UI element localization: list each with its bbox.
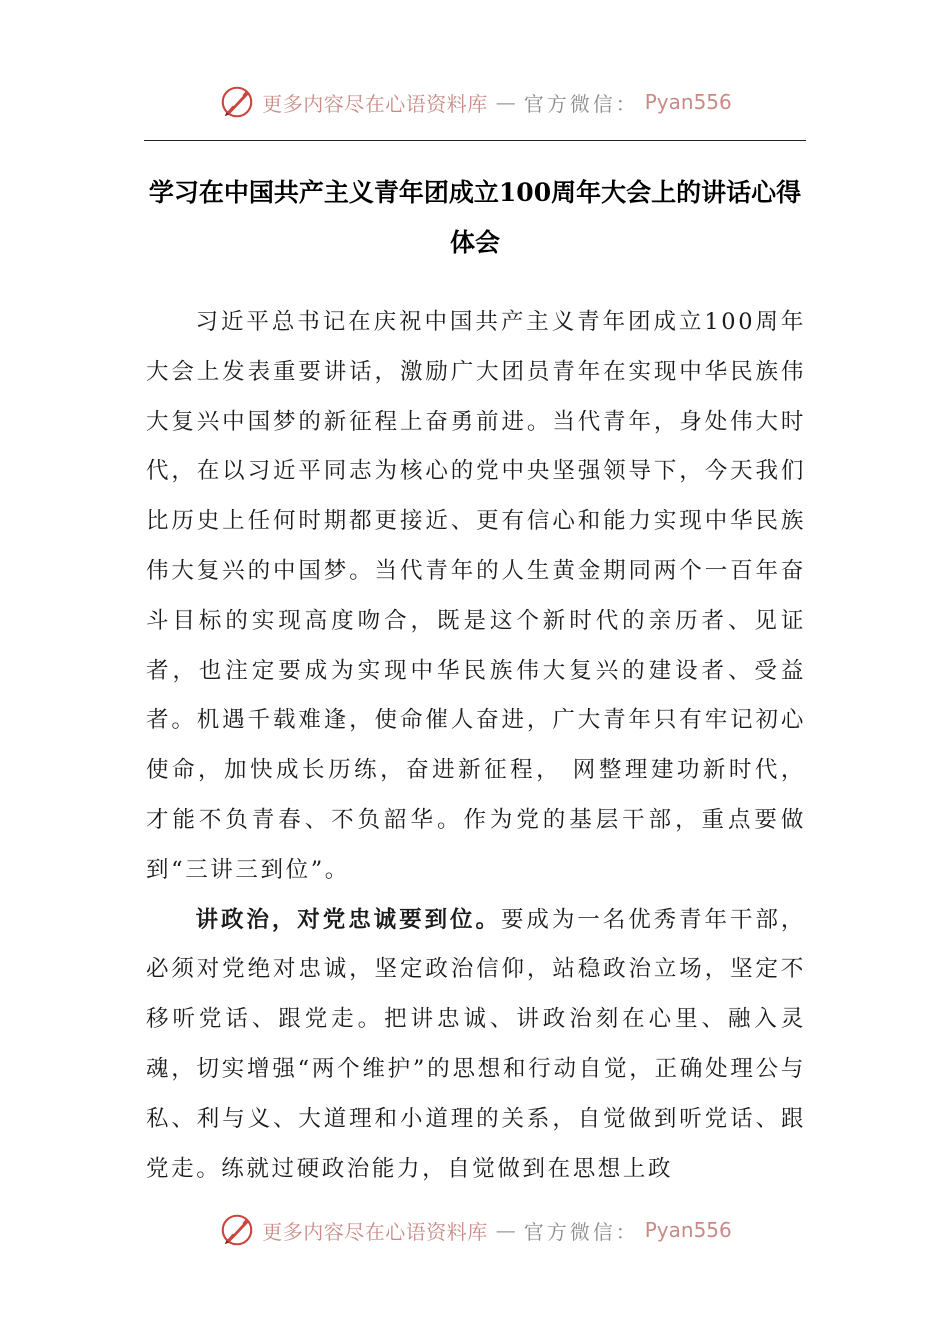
header-banner	[0, 80, 950, 124]
banner-wechat-id: Pyan556	[644, 90, 732, 114]
banner-wechat-label: 官方微信：	[523, 1219, 639, 1244]
quill-pen-logo-icon	[218, 83, 256, 121]
banner-separator: —	[495, 1218, 516, 1242]
footer-banner	[0, 1208, 950, 1252]
banner-slogan: 更多内容尽在心语资料库	[262, 91, 488, 116]
document-title: 学习在中国共产主义青年团成立100周年大会上的讲话心得体会	[148, 178, 802, 257]
document-body	[146, 298, 806, 1194]
paragraph-lead: 讲政治，对党忠诚要到位。	[195, 906, 501, 933]
banner-separator: —	[495, 90, 516, 114]
quill-pen-logo-icon	[218, 1211, 256, 1249]
banner-slogan: 更多内容尽在心语资料库	[262, 1219, 488, 1244]
paragraph-politics	[146, 896, 806, 1195]
banner-wechat-label: 官方微信：	[523, 91, 639, 116]
paragraph-intro	[146, 298, 806, 896]
paragraph-text: 习近平总书记在庆祝中国共产主义青年团成立100周年大会上发表重要讲话，激励广大团员青年在实现中华民族伟大复兴中国梦的新征程上奋勇前进。当代青年，身处伟大时代，在以习近平同志为核心的党中央坚强领导下，今天我们比历史上任何时期都更接近、更有信心和能力实现中华民族伟大复兴的中国梦。当代青年的人生黄金期同两个一百年奋斗目标的实现高度吻合，既是这个新时代的亲历者、见证者，也注定要成为实现中华民族伟大复兴的建设者、受益者。机遇千载难逢，使命催人奋进，广大青年只有牢记初心使命，加快成长历练，奋进新征程， 网整理建功新时代，才能不负青春、不负韶华。作为党的基层干部，重点要做到“三讲三到位”。	[146, 309, 806, 883]
header-divider	[144, 140, 806, 141]
banner-wechat-id: Pyan556	[644, 1218, 732, 1242]
paragraph-text: 要成为一名优秀青年干部，必须对党绝对忠诚，坚定政治信仰，站稳政治立场，坚定不移听党话、跟党走。把讲忠诚、讲政治刻在心里、融入灵魂，切实增强“两个维护”的思想和行动自觉，正确处理公与私、利与义、大道理和小道理的关系，自觉做到听党话、跟党走。练就过硬政治能力，自觉做到在思想上政	[146, 906, 807, 1182]
